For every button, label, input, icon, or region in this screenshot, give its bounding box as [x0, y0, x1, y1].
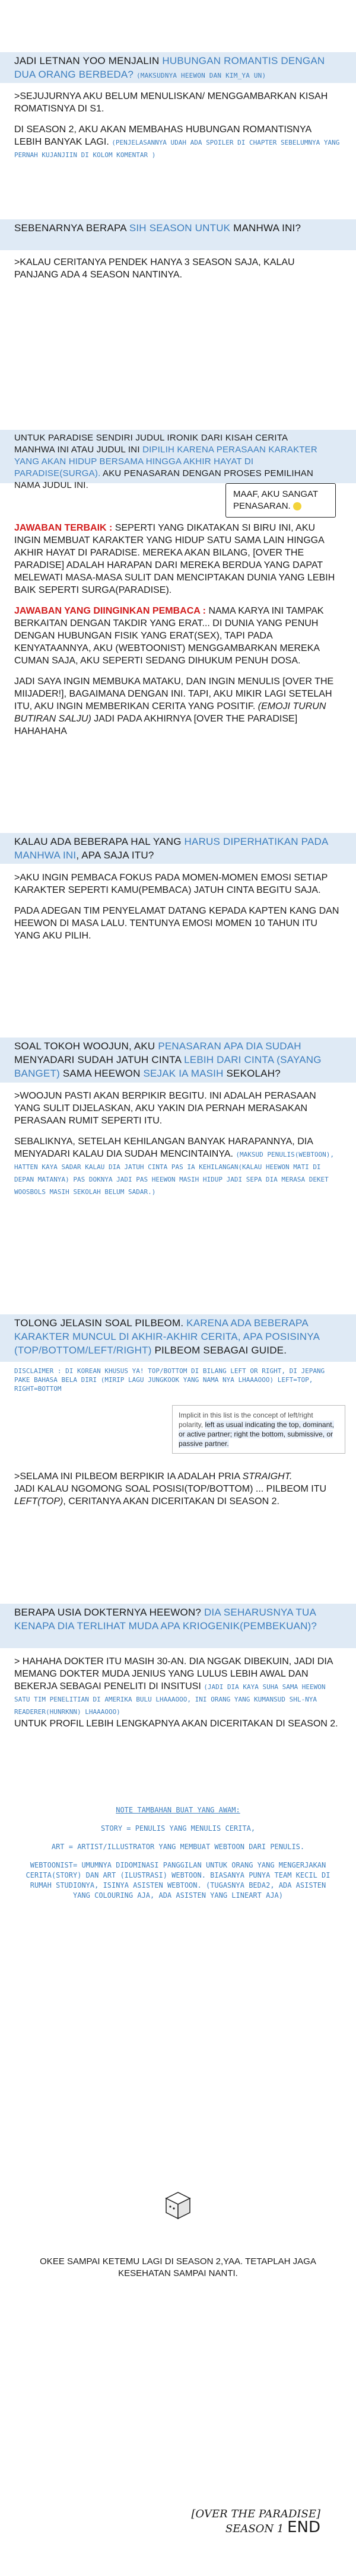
- answer-4: >AKU INGIN PEMBACA FOKUS PADA MOMEN-MOMEN EMOSI SETIAP KARAKTER SEPERTI KAMU(PEMBACA) JATUH CINTA BEGITU SAJA. PADA ADEGAN TIM PENYELAMAT DATANG KEPADA KAPTEN KANG DAN HEEWON DI MASA LALU. TENTUNYA EMOSI MOMEN 10 TAHUN ITU YANG AKU PILIH.: [14, 873, 339, 941]
- disclaimer: DISCLAIMER : DI KOREAN KHUSUS YA! TOP/BOTTOM DI BILANG LEFT OR RIGHT, DI JEPANG PAKE BAHASA BELA DIRI (MIRIP LAGU JUNGKOOK YANG NAMA NYA LHAAAOOO) LEFT=TOP, RIGHT=BOTTOM: [14, 1367, 325, 1393]
- closing-message: OKEE SAMPAI KETEMU LAGI DI SEASON 2,YAA. TETAPLAH JAGA KESEHATAN SAMPAI NANTI.: [40, 2256, 316, 2278]
- answer-6: >SELAMA INI PILBEOM BERPIKIR IA ADALAH PRIA STRAIGHT. JADI KALAU NGOMONG SOAL POSISI(TOP/BOTTOM) ... PILBEOM ITU LEFT(TOP), CERITANYA AKAN DICERITAKAN DI SEASON 2.: [14, 1471, 327, 1506]
- answer-2: >KALAU CERITANYA PENDEK HANYA 3 SEASON SAJA, KALAU PANJANG ADA 4 SEASON NANTINYA.: [14, 257, 295, 280]
- definition-box: Implicit in this list is the concept of left/right polarity, left as usual indicating the top, dominant, or active partner; right the bottom, submissive, or passive partner.: [172, 1405, 345, 1454]
- question-2: SEBENARNYA BERAPA SIH SEASON UNTUK MANHWA INI?: [14, 222, 301, 234]
- notes-title: NOTE TAMBAHAN BUAT YANG AWAM:: [116, 1806, 240, 1814]
- answer-7: > HAHAHA DOKTER ITU MASIH 30-AN. DIA NGGAK DIBEKUIN, JADI DIA MEMANG DOKTER MUDA JENIUS YANG LULUS LEBIH AWAL DAN BEKERJA SEBAGAI PENELITI DI INSITUSI (JADI DIA KAYA SUHA SAMA HEEWON SATU TIM PENELITIAN DI AMERIKA BULU LHAAAOOO, INI ORANG YANG KUMANSUD SHL-NYA READERER(HUNRKNN) LHAAAOOO) UNTUK PROFIL LEBIH LENGKAPNYA AKAN DICERITAKAN DI SEASON 2.: [14, 1656, 338, 1729]
- smile-emoji-icon: [293, 502, 301, 510]
- answer-5: >WOOJUN PASTI AKAN BERPIKIR BEGITU. INI ADALAH PERASAAN YANG SULIT DIJELASKAN, AKU YAKIN DIA PERNAH MERASAKAN PERASAAN RUMIT SEPERTI ITU. SEBALIKNYA, SETELAH KEHILANGAN BANYAK HARAPANNYA, DIA MENYADARI KALAU DIA SUDAH MENCINTAINYA. (MAKSUD PENULIS(WEBTOON), HATTEN KAYA SADAR KALAU DIA JATUH CINTA PAS IA KEHILANGAN(KALAU HEEWON MATI DI DEPAN MATANYA) PAS DOKNYA JADI PAS HEEWON MASIH HIDUP JADI SEPA DIA MERASA DEKET WOOSBOLS MASIH SEKOLAH BELUM SADAR.): [14, 1091, 334, 1196]
- question-5: SOAL TOKOH WOOJUN, AKU PENASARAN APA DIA SUDAH MENYADARI SUDAH JATUH CINTA LEBIH DARI CINTA (SAYANG BANGET) SAMA HEEWON SEJAK IA MASIH SEKOLAH?: [14, 1040, 322, 1079]
- question-7: BERAPA USIA DOKTERNYA HEEWON? DIA SEHARUSNYA TUA KENAPA DIA TERLIHAT MUDA APA KRIOGENIK(PEMBEKUAN)?: [14, 1607, 317, 1632]
- question-6: TOLONG JELASIN SOAL PILBEOM. KARENA ADA BEBERAPA KARAKTER MUNCUL DI AKHIR-AKHIR CERITA, APA POSISINYA (TOP/BOTTOM/LEFT/RIGHT) PILBEOM SEBAGAI GUIDE.: [14, 1317, 320, 1356]
- end-mark: [OVER THE PARADISE] SEASON 1 END: [191, 2508, 320, 2536]
- box-mascot-icon: [157, 2188, 199, 2223]
- question-1: JADI LETNAN YOO MENJALIN HUBUNGAN ROMANTIS DENGAN DUA ORANG BERBEDA? (MAKSUDNYA HEEWON DAN KIM_YA UN): [14, 55, 325, 80]
- answer-1: >SEJUJURNYA AKU BELUM MENULISKAN/ MENGGAMBARKAN KISAH ROMATISNYA DI S1. DI SEASON 2, AKU AKAN MEMBAHAS HUBUNGAN ROMANTISNYA LEBIH BANYAK LAGI. (PENJELASANNYA UDAH ADA SPOILER DI CHAPTER SEBELUMNYA YANG PERNAH KUJANJIIN DI KOLOM KOMENTAR ): [14, 91, 340, 159]
- question-3: UNTUK PARADISE SENDIRI JUDUL IRONIK DARI KISAH CERITA MANHWA INI ATAU JUDUL INI DIPILIH KARENA PERASAAN KARAKTER YANG AKAN HIDUP BERSAMA HINGGA AKHIR HAYAT DI PARADISE(SURGA). AKU PENASARAN DENGAN PROSES PEMILIHAN NAMA JUDUL INI.: [14, 433, 317, 490]
- answer-3: JAWABAN TERBAIK : SEPERTI YANG DIKATAKAN SI BIRU INI, AKU INGIN MEMBUAT KARAKTER YANG HIDUP SATU SAMA LAIN HINGGA AKHIR HAYAT DI PARADISE. MEREKA AKAN BILANG, [OVER THE PARADISE] ADALAH HARAPAN DARI MEREKA BERDUA YANG DAPAT MELEWATI MASA-MASA SULIT DAN MENCIPTAKAN DUNIA YANG LEBIH BAIK SEPERTI SURGA(PARADISE). JAWABAN YANG DIINGINKAN PEMBACA : NAMA KARYA INI TAMPAK BERKAITAN DENGAN TAKDIR YANG ERAT... DI DUNIA YANG PENUH DENGAN HUBUNGAN FISIK YANG ERAT(SEX), TAPI PADA KENYATAANNYA, AKU (WEBTOONIST) MENGGAMBARKAN MEREKA CUMAN SAJA, AKU SEPERTI SEDANG DIHUKUM PENUH DOSA. JADI SAYA INGIN MEMBUKA MATAKU, DAN INGIN MENULIS [OVER THE MIIJADER!], BAGAIMANA DENGAN INI. TAPI, AKU MIKIR LAGI SETELAH ITU, AKU INGIN MEMBERIKAN CERITA YANG POSITIF. (EMOJI TURUN BUTIRAN SALJU) JADI PADA AKHIRNYA [OVER THE PARADISE] HAHAHAHA: [14, 523, 335, 736]
- question-4: KALAU ADA BEBERAPA HAL YANG HARUS DIPERHATIKAN PADA MANHWA INI, APA SAJA ITU?: [14, 836, 328, 861]
- speech-bubble: MAAF, AKU SANGAT PENASARAN.: [225, 483, 336, 518]
- notes: NOTE TAMBAHAN BUAT YANG AWAM: STORY = PENULIS YANG MENULIS CERITA, ART = ARTIST/ILLUSTRATOR YANG MEMBUAT WEBTOON DARI PENULIS. WEBTOONIST= UMUMNYA DIDOMINASI PANGGILAN UNTUK ORANG YANG MENGERJAKAN CERITA(STORY) DAN ART (ILUSTRASI) WEBTOON. BIASANYA PUNYA TEAM KECIL DI RUMAH STUDIONYA, ISINYA ASISTEN WEBTOON. (TUGASNYA BEDA2, ADA ASISTEN YANG COLOURING AJA, ADA ASISTEN YANG LINEART AJA): [24, 1805, 332, 1901]
